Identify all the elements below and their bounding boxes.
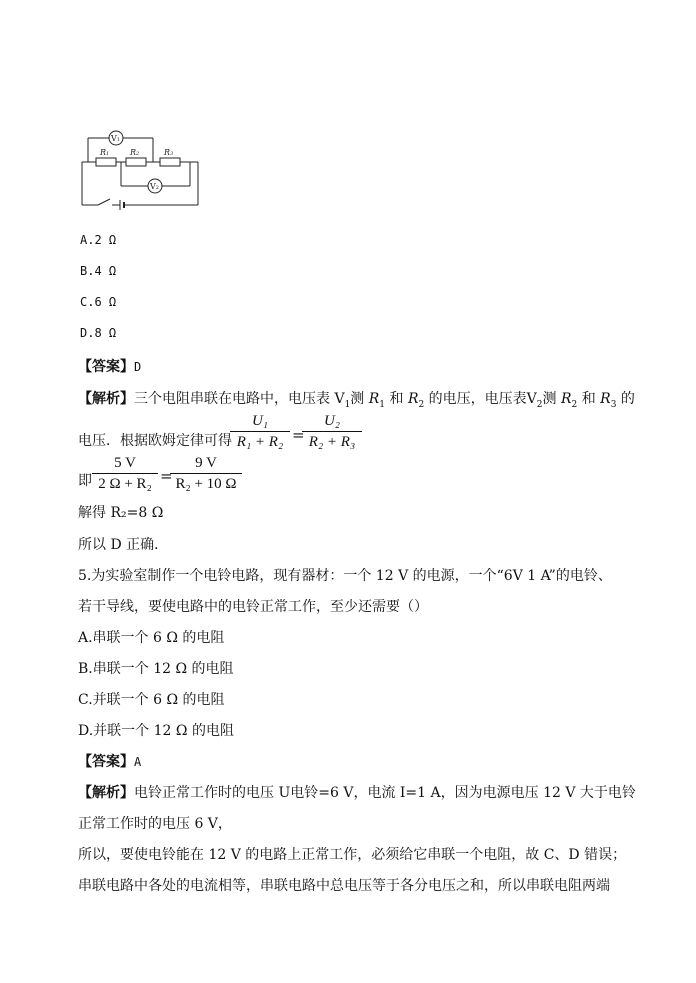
q5-analysis-line3: 所以，要使电铃能在 12 V 的电路上正常工作，必须给它串联一个电阻，故 C、D 错误； [78, 847, 627, 863]
q5-option-a: A.串联一个 6 Ω 的电阻 [78, 630, 225, 646]
q5-option-b: B.串联一个 12 Ω 的电阻 [78, 661, 234, 677]
analysis-text: 和 [385, 391, 408, 407]
label-r2: R2 [130, 148, 140, 157]
answer-tag: 【答案】 [78, 359, 134, 375]
analysis-text: 测 [350, 391, 369, 407]
label-r3: R3 [164, 148, 174, 157]
q5-stem-line2: 若干导线，要使电路中的电铃正常工作，至少还需要（） [78, 599, 428, 615]
q4-option-d: D.8 Ω [80, 326, 117, 340]
q5-option-d: D.并联一个 12 Ω 的电阻 [78, 723, 234, 739]
analysis-tag: 【解析】 [78, 391, 134, 407]
q4-answer [78, 356, 141, 376]
q5-analysis-line2: 正常工作时的电压 6 V， [78, 816, 232, 832]
eq1-left-fraction [230, 412, 290, 451]
eq1-equals: = [292, 426, 305, 444]
q4-option-c: C.6 Ω [80, 295, 117, 309]
q4-solve: 解得 R₂=8 Ω [78, 505, 164, 521]
eq2-right-den: R₂ + 10 Ω [175, 476, 237, 492]
eq1-left-num: U₁ [251, 413, 269, 429]
analysis-text: 电铃正常工作时的电压 U电铃=6 V，电流 I=1 A，因为电源电压 12 V 大于电铃 [134, 785, 636, 801]
eq2-left-num: 5 V [114, 455, 136, 471]
label-r1: R1 [100, 148, 110, 157]
analysis-tag: 【解析】 [78, 785, 134, 801]
q4-option-a: A.2 Ω [80, 233, 117, 247]
answer-value: D [134, 360, 142, 374]
resistor-r1 [96, 158, 116, 166]
q5-option-c: C.并联一个 6 Ω 的电阻 [78, 692, 225, 708]
eq2-right-num: 9 V [195, 455, 217, 471]
eq2-left-den: 2 Ω + R₂ [98, 476, 152, 492]
analysis-text: 测 [542, 391, 561, 407]
analysis-text: 的 [616, 391, 635, 407]
circuit-diagram [78, 128, 204, 210]
eq1-right-fraction [302, 412, 362, 451]
q5-answer [78, 751, 141, 771]
resistor-r2 [126, 158, 146, 166]
label-v2: V2 [150, 182, 159, 191]
q4-option-b: B.4 Ω [80, 264, 117, 278]
q5-analysis-line1 [78, 782, 636, 802]
eq2-prefix: 即 [78, 473, 92, 489]
q4-analysis-line2: 电压．根据欧姆定律可得 [78, 433, 232, 449]
q5-analysis-line4: 串联电路中各处的电流相等，串联电路中总电压等于各分电压之和，所以串联电阻两端 [78, 878, 610, 894]
answer-tag: 【答案】 [78, 754, 134, 770]
eq2-left-fraction [92, 454, 158, 493]
eq2-equals: = [160, 467, 173, 485]
analysis-text: 三个电阻串联在电路中，电压表 V [134, 391, 345, 407]
analysis-text: 的电压，电压表V [424, 391, 537, 407]
q4-analysis-line1: 【解析】三个电阻串联在电路中，电压表 $V_1$测 $R_1$ 和 $R_2$ 的电压，电压表$V_2$测 $R_2$ 和 $R_3$ 的 [78, 391, 635, 410]
q4-conclusion: 所以 D 正确． [78, 537, 169, 553]
eq1-right-den: R₂ + R₃ [308, 434, 356, 450]
resistor-r3 [160, 158, 180, 166]
q5-stem-line1: 5.为实验室制作一个电铃电路，现有器材：一个 12 V 的电源，一个“6V 1 A”的电铃、 [78, 568, 612, 584]
eq2-right-fraction [170, 454, 242, 493]
answer-value: A [134, 755, 142, 769]
analysis-text: 和 [577, 391, 601, 407]
eq1-right-num: U₂ [323, 413, 341, 429]
eq1-left-den: R₁ + R₂ [236, 434, 284, 450]
label-v1: V1 [111, 134, 120, 143]
